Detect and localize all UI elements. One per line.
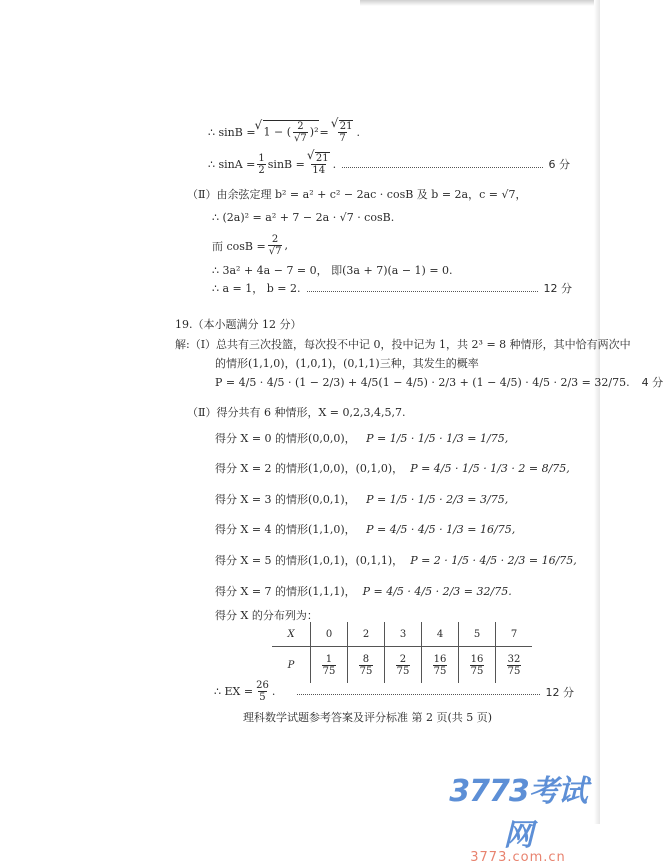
case-x7 bbox=[215, 583, 512, 599]
numerator: 2 bbox=[399, 653, 407, 665]
text: ∴ sinB = bbox=[208, 125, 256, 139]
q19-solution-line2: 的情形(1,1,0)，(1,0,1)，(0,1,1)三种，其发生的概率 bbox=[215, 357, 479, 370]
denominator: 75 bbox=[396, 665, 410, 677]
score-label: 12 分 bbox=[543, 282, 572, 295]
case-x3 bbox=[215, 491, 508, 507]
formula: P = 4/5 · 4/5 · (1 − 2/3) + 4/5(1 − 4/5) · 2/3 + (1 − 4/5) · 4/5 · 2/3 = 32/75. bbox=[215, 375, 630, 389]
text: . bbox=[332, 157, 337, 171]
dot-leader bbox=[342, 161, 542, 168]
numerator: 2 bbox=[297, 121, 304, 132]
table-row-p bbox=[272, 647, 532, 684]
distribution-label: 得分 X 的分布列为： bbox=[215, 609, 318, 622]
fraction bbox=[268, 234, 283, 257]
scan-shadow-top bbox=[360, 0, 600, 6]
numerator: 16 bbox=[433, 653, 447, 665]
case-label: 得分 X = 7 的情形(1,1,1)， bbox=[215, 585, 356, 598]
part2-line1: ∴ (2a)² = a² + 7 − 2a · √7 · cosB. bbox=[212, 211, 395, 224]
score-label: 4 分 bbox=[641, 376, 663, 389]
denominator: 7 bbox=[339, 133, 346, 144]
denominator: 75 bbox=[359, 665, 373, 677]
score-label: 6 分 bbox=[548, 158, 570, 171]
sqrt-expression bbox=[263, 120, 320, 144]
sinB-line bbox=[208, 120, 360, 144]
case-formula: P = 2 · 1/5 · 4/5 · 2/3 = 16/75, bbox=[410, 553, 577, 567]
table-cell bbox=[422, 647, 459, 684]
table-cell bbox=[385, 647, 422, 684]
numerator: 8 bbox=[362, 653, 370, 665]
denominator: 75 bbox=[322, 665, 336, 677]
watermark-title: 3773考试网 bbox=[449, 774, 587, 853]
distribution-table bbox=[272, 622, 532, 683]
page-footer: 理科数学试题参考答案及评分标准 第 2 页(共 5 页) bbox=[243, 711, 493, 724]
table-cell bbox=[348, 647, 385, 684]
case-x4 bbox=[215, 521, 515, 537]
watermark-url: 3773.com.cn bbox=[470, 850, 566, 865]
part2-line3: ∴ 3a² + 4a − 7 = 0， 即(3a + 7)(a − 1) = 0. bbox=[212, 264, 453, 277]
case-formula: P = 4/5 · 1/5 · 1/3 · 2 = 8/75, bbox=[410, 461, 570, 475]
numerator: 1 bbox=[258, 152, 265, 164]
text: . bbox=[271, 685, 276, 698]
table-cell: 4 bbox=[422, 622, 459, 647]
text: 1 − ( bbox=[263, 125, 292, 139]
case-label: 得分 X = 0 的情形(0,0,0)， bbox=[215, 432, 356, 445]
row-header: X bbox=[272, 622, 311, 647]
case-formula: P = 1/5 · 1/5 · 2/3 = 3/75, bbox=[366, 492, 509, 506]
numerator: √ 21 bbox=[339, 120, 354, 132]
text: ∴ a = 1， b = 2. bbox=[212, 282, 301, 295]
text: ∴ sinA = bbox=[208, 157, 256, 171]
table-cell: 3 bbox=[385, 622, 422, 647]
denominator: 2 bbox=[258, 164, 265, 176]
sinA-line bbox=[208, 152, 570, 176]
case-label: 得分 X = 5 的情形(1,0,1)，(0,1,1)， bbox=[215, 554, 404, 567]
fraction bbox=[331, 120, 355, 144]
part2-intro: （Ⅱ）由余弦定理 b² = a² + c² − 2ac · cosB 及 b = 2a，c = √7， bbox=[187, 188, 527, 201]
table-cell bbox=[311, 647, 348, 684]
text: sinB = bbox=[267, 157, 305, 171]
fraction bbox=[293, 121, 308, 144]
case-label: 得分 X = 3 的情形(0,0,1)， bbox=[215, 493, 356, 506]
table-cell: 0 bbox=[311, 622, 348, 647]
watermark-logo bbox=[436, 766, 600, 865]
numerator: √ 21 bbox=[315, 152, 330, 164]
numerator: 32 bbox=[507, 653, 521, 665]
denominator: 75 bbox=[470, 665, 484, 677]
dot-leader bbox=[297, 688, 539, 695]
dot-leader bbox=[307, 285, 538, 292]
case-label: 得分 X = 2 的情形(1,0,0)，(0,1,0)， bbox=[215, 462, 404, 475]
fraction bbox=[257, 153, 265, 176]
table-cell: 7 bbox=[496, 622, 533, 647]
part2-line2 bbox=[212, 234, 288, 257]
case-formula: P = 1/5 · 1/5 · 1/3 = 1/75, bbox=[366, 431, 509, 445]
case-x2 bbox=[215, 460, 570, 476]
scan-shadow-right bbox=[594, 0, 600, 824]
numerator: 1 bbox=[325, 653, 333, 665]
text: )² bbox=[309, 125, 319, 139]
denominator: 5 bbox=[259, 692, 266, 703]
text: = bbox=[319, 125, 329, 139]
q19-part2-intro: （Ⅱ）得分共有 6 种情形，X = 0,2,3,4,5,7. bbox=[187, 406, 406, 419]
case-x0 bbox=[215, 430, 508, 446]
denominator: 75 bbox=[433, 665, 447, 677]
table-cell: 2 bbox=[348, 622, 385, 647]
case-formula: P = 4/5 · 4/5 · 1/3 = 16/75, bbox=[366, 522, 516, 536]
score-label: 12 分 bbox=[545, 685, 574, 699]
denominator: √7 bbox=[294, 133, 307, 144]
numerator: 16 bbox=[470, 653, 484, 665]
part2-line4 bbox=[212, 280, 572, 296]
q19-heading: 19.（本小题满分 12 分） bbox=[175, 318, 302, 331]
text: . bbox=[356, 125, 360, 139]
numerator: 2 bbox=[271, 234, 279, 245]
numerator: 26 bbox=[256, 680, 269, 691]
case-label: 得分 X = 4 的情形(1,1,0)， bbox=[215, 523, 356, 536]
text: ∴ EX = bbox=[214, 685, 254, 698]
text: , bbox=[284, 239, 288, 252]
table-cell bbox=[496, 647, 533, 684]
table-cell: 5 bbox=[459, 622, 496, 647]
table-cell bbox=[459, 647, 496, 684]
case-x5 bbox=[215, 552, 577, 568]
text: 而 cosB = bbox=[212, 239, 266, 253]
fraction bbox=[307, 152, 331, 176]
q19-probability-formula bbox=[215, 374, 663, 390]
q19-solution-line1: 解:（Ⅰ）总共有三次投篮，每次投不中记 0，投中记为 1，共 2³ = 8 种情形，其中恰有两次中 bbox=[175, 338, 631, 351]
expectation-line bbox=[214, 680, 574, 703]
table-row-x bbox=[272, 622, 532, 647]
denominator: 75 bbox=[507, 665, 521, 677]
case-formula: P = 4/5 · 4/5 · 2/3 = 32/75. bbox=[362, 584, 512, 598]
row-header: P bbox=[287, 659, 295, 671]
fraction bbox=[255, 680, 270, 703]
denominator: 14 bbox=[312, 165, 326, 176]
denominator: √7 bbox=[268, 246, 282, 257]
